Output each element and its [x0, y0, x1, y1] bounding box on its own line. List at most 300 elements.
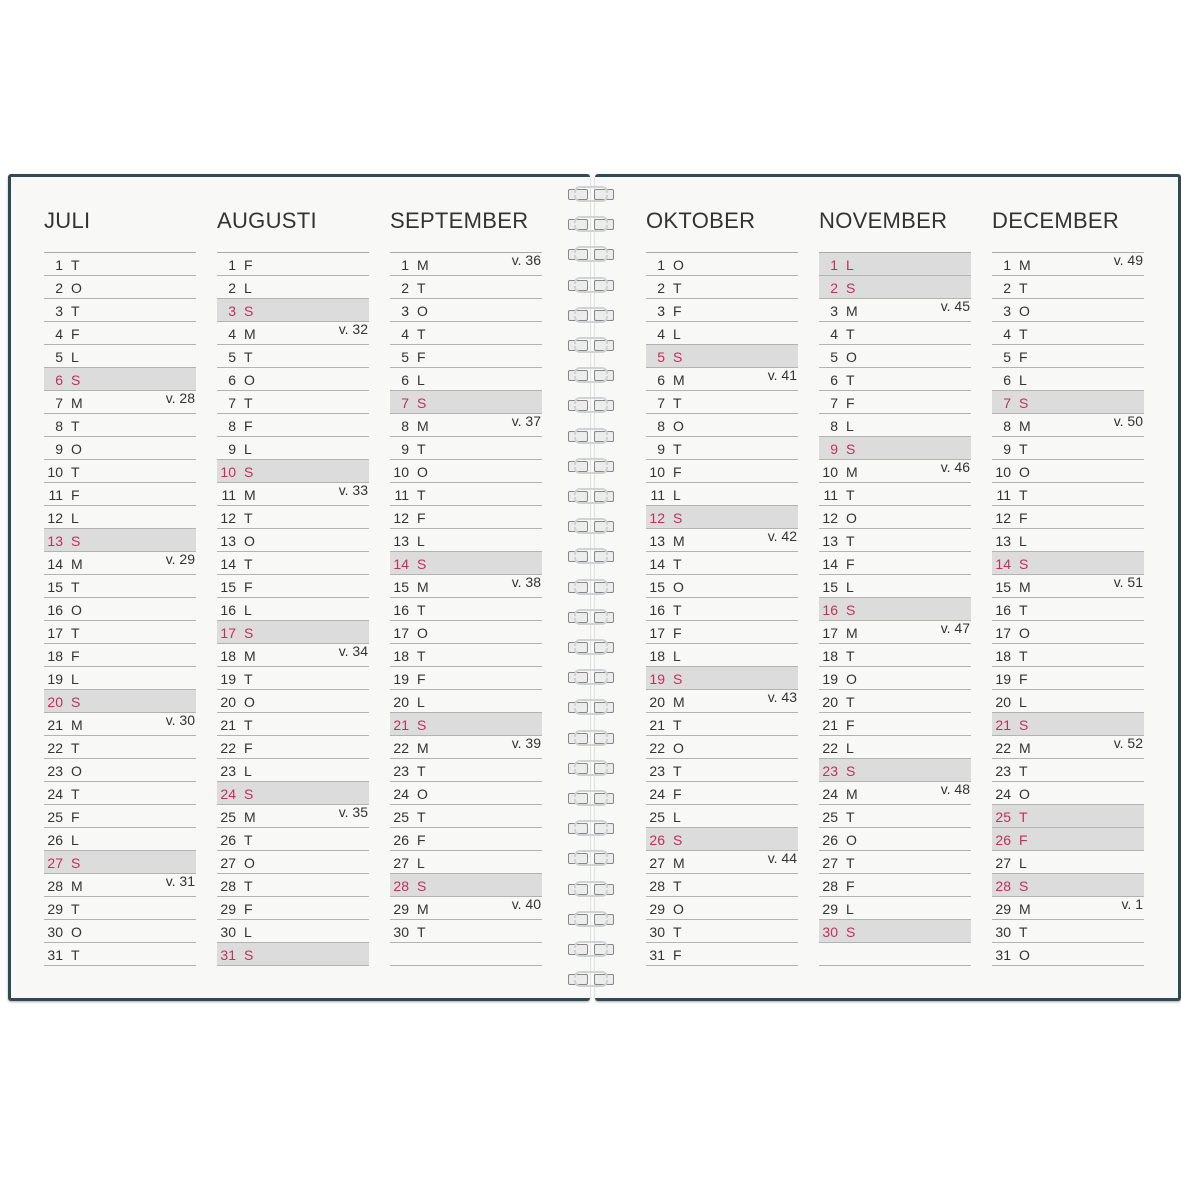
day-number: 2 — [55, 280, 63, 296]
day-row — [390, 483, 542, 506]
weekday-letter: F — [71, 326, 80, 342]
weekday-letter: T — [673, 717, 682, 733]
weekday-letter: O — [1019, 625, 1030, 641]
week-number: v. 48 — [940, 781, 970, 797]
day-number: 4 — [228, 326, 236, 342]
day-number: 19 — [649, 671, 665, 687]
day-row — [646, 391, 798, 414]
day-number: 24 — [220, 786, 236, 802]
spiral-ring — [566, 307, 614, 321]
day-number: 6 — [830, 372, 838, 388]
day-row — [819, 529, 971, 552]
day-row — [819, 506, 971, 529]
day-row — [390, 322, 542, 345]
day-number: 1 — [657, 257, 665, 273]
weekday-letter: F — [417, 671, 426, 687]
weekday-letter: S — [846, 763, 856, 779]
day-number: 10 — [220, 464, 236, 480]
day-number: 10 — [995, 464, 1011, 480]
weekday-letter: T — [71, 947, 80, 963]
weekday-letter: S — [1019, 878, 1029, 894]
day-number: 13 — [220, 533, 236, 549]
day-number: 7 — [657, 395, 665, 411]
day-number: 16 — [995, 602, 1011, 618]
spiral-ring — [566, 730, 614, 744]
day-row — [217, 920, 369, 943]
day-row — [992, 345, 1144, 368]
day-number: 28 — [995, 878, 1011, 894]
day-row — [217, 943, 369, 966]
spiral-ring — [566, 669, 614, 683]
weekday-letter: F — [417, 349, 426, 365]
spiral-ring — [566, 518, 614, 532]
day-number: 11 — [650, 487, 665, 503]
day-number: 10 — [822, 464, 838, 480]
day-number: 14 — [995, 556, 1011, 572]
day-number: 3 — [1003, 303, 1011, 319]
weekday-letter: T — [846, 809, 855, 825]
weekday-letter: S — [846, 602, 856, 618]
day-row — [992, 391, 1144, 414]
day-row — [217, 621, 369, 644]
day-row — [44, 667, 196, 690]
week-number: v. 51 — [1113, 574, 1143, 590]
day-number: 13 — [47, 533, 63, 549]
weekday-letter: M — [1019, 901, 1031, 917]
day-list — [646, 252, 798, 966]
weekday-letter: O — [71, 924, 82, 940]
day-number: 2 — [830, 280, 838, 296]
day-row — [992, 368, 1144, 391]
day-row — [819, 598, 971, 621]
weekday-letter: F — [673, 303, 682, 319]
weekday-letter: L — [417, 694, 425, 710]
weekday-letter: M — [1019, 257, 1031, 273]
weekday-letter: O — [417, 464, 428, 480]
day-row — [44, 575, 196, 598]
day-row — [44, 276, 196, 299]
weekday-letter: M — [417, 740, 429, 756]
day-number: 8 — [401, 418, 409, 434]
week-number: v. 35 — [338, 804, 368, 820]
weekday-letter: T — [244, 671, 253, 687]
weekday-letter: T — [244, 556, 253, 572]
weekday-letter: T — [244, 717, 253, 733]
day-number: 24 — [822, 786, 838, 802]
day-number: 7 — [401, 395, 409, 411]
day-row — [44, 368, 196, 391]
day-list — [217, 252, 369, 966]
day-number: 17 — [822, 625, 838, 641]
day-row — [390, 621, 542, 644]
day-row — [646, 322, 798, 345]
weekday-letter: O — [673, 740, 684, 756]
day-number: 5 — [830, 349, 838, 365]
day-number: 11 — [823, 487, 838, 503]
day-row — [390, 437, 542, 460]
day-row — [44, 805, 196, 828]
day-row — [217, 759, 369, 782]
day-row — [819, 667, 971, 690]
day-list — [992, 252, 1144, 966]
spiral-ring — [566, 911, 614, 925]
weekday-letter: M — [244, 648, 256, 664]
weekday-letter: T — [673, 556, 682, 572]
weekday-letter: F — [673, 625, 682, 641]
day-number: 6 — [657, 372, 665, 388]
weekday-letter: T — [846, 533, 855, 549]
day-number: 13 — [995, 533, 1011, 549]
day-number: 18 — [47, 648, 63, 664]
weekday-letter: M — [244, 326, 256, 342]
day-number: 7 — [830, 395, 838, 411]
day-number: 24 — [393, 786, 409, 802]
day-row — [44, 943, 196, 966]
day-number: 17 — [220, 625, 236, 641]
weekday-letter: T — [71, 901, 80, 917]
day-number: 25 — [649, 809, 665, 825]
day-row — [646, 713, 798, 736]
day-row — [819, 322, 971, 345]
day-row — [819, 368, 971, 391]
day-number: 8 — [830, 418, 838, 434]
day-row — [44, 598, 196, 621]
day-row — [646, 414, 798, 437]
weekday-letter: T — [417, 763, 426, 779]
day-row — [217, 391, 369, 414]
weekday-letter: F — [1019, 349, 1028, 365]
day-row — [992, 483, 1144, 506]
day-row — [992, 529, 1144, 552]
day-row — [217, 529, 369, 552]
day-number: 14 — [822, 556, 838, 572]
weekday-letter: O — [1019, 303, 1030, 319]
day-number: 14 — [393, 556, 409, 572]
weekday-letter: M — [71, 556, 83, 572]
day-row — [390, 713, 542, 736]
weekday-letter: M — [673, 855, 685, 871]
weekday-letter: T — [846, 855, 855, 871]
month-title: JULI — [44, 208, 91, 233]
weekday-letter: T — [673, 441, 682, 457]
day-number: 23 — [220, 763, 236, 779]
weekday-letter: F — [71, 809, 80, 825]
day-number: 5 — [228, 349, 236, 365]
day-row — [390, 782, 542, 805]
weekday-letter: O — [673, 257, 684, 273]
weekday-letter: O — [71, 602, 82, 618]
day-row — [217, 575, 369, 598]
weekday-letter: L — [673, 487, 681, 503]
day-row — [819, 897, 971, 920]
weekday-letter: T — [244, 510, 253, 526]
day-number: 5 — [1003, 349, 1011, 365]
week-number: v. 39 — [511, 735, 541, 751]
weekday-letter: F — [1019, 510, 1028, 526]
weekday-letter: O — [846, 510, 857, 526]
day-number: 27 — [822, 855, 838, 871]
weekday-letter: T — [417, 326, 426, 342]
day-row — [646, 759, 798, 782]
weekday-letter: S — [1019, 717, 1029, 733]
weekday-letter: T — [71, 786, 80, 802]
day-row — [646, 253, 798, 276]
day-number: 26 — [47, 832, 63, 848]
day-number: 15 — [220, 579, 236, 595]
day-number: 11 — [48, 487, 63, 503]
day-number: 3 — [55, 303, 63, 319]
day-number: 31 — [995, 947, 1011, 963]
day-row — [646, 690, 798, 713]
day-number: 9 — [401, 441, 409, 457]
day-row — [992, 598, 1144, 621]
weekday-letter: T — [417, 924, 426, 940]
right-cover — [595, 174, 1181, 1001]
day-number: 19 — [220, 671, 236, 687]
day-row — [44, 253, 196, 276]
day-number: 21 — [649, 717, 665, 733]
day-row — [390, 874, 542, 897]
day-row — [819, 460, 971, 483]
day-row — [646, 529, 798, 552]
day-row — [646, 644, 798, 667]
day-row — [992, 506, 1144, 529]
weekday-letter: L — [846, 418, 854, 434]
day-row — [646, 506, 798, 529]
day-row — [992, 644, 1144, 667]
weekday-letter: M — [673, 694, 685, 710]
day-number: 29 — [220, 901, 236, 917]
day-row — [44, 506, 196, 529]
day-row — [646, 782, 798, 805]
day-number: 11 — [394, 487, 409, 503]
weekday-letter: S — [71, 372, 81, 388]
weekday-letter: L — [846, 257, 854, 273]
day-row — [992, 920, 1144, 943]
day-number: 11 — [221, 487, 236, 503]
day-row — [390, 552, 542, 575]
day-row — [646, 828, 798, 851]
day-row — [819, 483, 971, 506]
day-number: 11 — [996, 487, 1011, 503]
day-number: 2 — [1003, 280, 1011, 296]
weekday-letter: S — [1019, 556, 1029, 572]
weekday-letter: F — [244, 740, 253, 756]
spiral-ring — [566, 699, 614, 713]
day-number: 30 — [47, 924, 63, 940]
day-number: 23 — [822, 763, 838, 779]
day-row — [44, 759, 196, 782]
day-number: 14 — [220, 556, 236, 572]
day-row — [217, 506, 369, 529]
day-row — [390, 529, 542, 552]
day-number: 20 — [47, 694, 63, 710]
weekday-letter: S — [244, 464, 254, 480]
weekday-letter: S — [673, 510, 683, 526]
week-number: v. 30 — [165, 712, 195, 728]
day-number: 30 — [220, 924, 236, 940]
day-row — [390, 851, 542, 874]
day-number: 14 — [649, 556, 665, 572]
day-row — [217, 299, 369, 322]
week-number: v. 41 — [767, 367, 797, 383]
day-row — [992, 943, 1144, 966]
day-row — [44, 851, 196, 874]
spiral-ring — [566, 458, 614, 472]
day-number: 28 — [220, 878, 236, 894]
week-number: v. 36 — [511, 252, 541, 268]
day-row — [44, 299, 196, 322]
day-number: 17 — [47, 625, 63, 641]
spiral-ring — [566, 367, 614, 381]
weekday-letter: T — [1019, 441, 1028, 457]
day-row — [217, 805, 369, 828]
weekday-letter: O — [244, 855, 255, 871]
day-row — [390, 276, 542, 299]
day-number: 28 — [47, 878, 63, 894]
day-number: 27 — [649, 855, 665, 871]
day-number: 6 — [228, 372, 236, 388]
weekday-letter: M — [417, 257, 429, 273]
weekday-letter: T — [417, 441, 426, 457]
day-number: 4 — [830, 326, 838, 342]
day-row — [217, 345, 369, 368]
weekday-letter: L — [71, 671, 79, 687]
day-number: 26 — [822, 832, 838, 848]
day-row — [992, 322, 1144, 345]
day-number: 30 — [649, 924, 665, 940]
weekday-letter: L — [1019, 533, 1027, 549]
weekday-letter: S — [417, 395, 427, 411]
weekday-letter: L — [673, 326, 681, 342]
day-row — [646, 437, 798, 460]
spiral-ring — [566, 941, 614, 955]
weekday-letter: T — [846, 487, 855, 503]
weekday-letter: T — [71, 740, 80, 756]
day-row — [819, 644, 971, 667]
day-number: 7 — [1003, 395, 1011, 411]
day-number: 19 — [822, 671, 838, 687]
week-number: v. 49 — [1113, 252, 1143, 268]
day-row — [819, 414, 971, 437]
day-number: 30 — [822, 924, 838, 940]
day-row — [819, 345, 971, 368]
day-row — [646, 667, 798, 690]
day-number: 7 — [228, 395, 236, 411]
weekday-letter: O — [71, 280, 82, 296]
day-number: 24 — [995, 786, 1011, 802]
month-title: AUGUSTI — [217, 208, 317, 233]
week-number: v. 32 — [338, 321, 368, 337]
day-number: 23 — [649, 763, 665, 779]
day-number: 4 — [401, 326, 409, 342]
day-number: 6 — [401, 372, 409, 388]
day-number: 17 — [393, 625, 409, 641]
day-row — [44, 897, 196, 920]
right-page — [595, 177, 1178, 998]
day-row — [819, 713, 971, 736]
week-number: v. 47 — [940, 620, 970, 636]
weekday-letter: S — [417, 878, 427, 894]
day-number: 4 — [657, 326, 665, 342]
weekday-letter: O — [846, 671, 857, 687]
day-number: 16 — [822, 602, 838, 618]
day-row — [819, 575, 971, 598]
day-row — [217, 368, 369, 391]
day-number: 15 — [822, 579, 838, 595]
weekday-letter: T — [1019, 809, 1028, 825]
day-row — [992, 460, 1144, 483]
week-number: v. 34 — [338, 643, 368, 659]
weekday-letter: L — [417, 372, 425, 388]
weekday-letter: L — [1019, 694, 1027, 710]
weekday-letter: L — [244, 602, 252, 618]
weekday-letter: T — [673, 924, 682, 940]
weekday-letter: M — [71, 395, 83, 411]
week-number: v. 45 — [940, 298, 970, 314]
day-row — [992, 437, 1144, 460]
day-number: 17 — [995, 625, 1011, 641]
day-number: 10 — [649, 464, 665, 480]
day-row — [44, 414, 196, 437]
day-number: 22 — [220, 740, 236, 756]
weekday-letter: O — [1019, 464, 1030, 480]
day-row — [390, 299, 542, 322]
day-row — [390, 414, 542, 437]
weekday-letter: T — [71, 303, 80, 319]
day-number: 31 — [47, 947, 63, 963]
weekday-letter: T — [244, 878, 253, 894]
day-row — [217, 690, 369, 713]
weekday-letter: T — [244, 395, 253, 411]
day-number: 9 — [1003, 441, 1011, 457]
weekday-letter: S — [244, 947, 254, 963]
day-number: 24 — [649, 786, 665, 802]
weekday-letter: T — [1019, 763, 1028, 779]
weekday-letter: L — [244, 763, 252, 779]
weekday-letter: O — [673, 901, 684, 917]
day-number: 22 — [47, 740, 63, 756]
weekday-letter: L — [71, 510, 79, 526]
day-row — [44, 483, 196, 506]
week-number: v. 50 — [1113, 413, 1143, 429]
weekday-letter: T — [846, 694, 855, 710]
weekday-letter: M — [417, 418, 429, 434]
weekday-letter: S — [1019, 395, 1029, 411]
weekday-letter: M — [71, 878, 83, 894]
day-number: 15 — [995, 579, 1011, 595]
weekday-letter: O — [244, 533, 255, 549]
day-row — [390, 920, 542, 943]
day-row — [217, 276, 369, 299]
day-number: 29 — [649, 901, 665, 917]
day-row — [44, 690, 196, 713]
day-number: 13 — [822, 533, 838, 549]
week-number: v. 29 — [165, 551, 195, 567]
day-number: 20 — [995, 694, 1011, 710]
week-number: v. 31 — [165, 873, 195, 889]
day-number: 14 — [47, 556, 63, 572]
day-row — [217, 598, 369, 621]
day-row — [819, 690, 971, 713]
weekday-letter: O — [673, 418, 684, 434]
weekday-letter: F — [846, 395, 855, 411]
weekday-letter: F — [673, 464, 682, 480]
day-number: 30 — [393, 924, 409, 940]
day-number: 29 — [995, 901, 1011, 917]
weekday-letter: L — [244, 924, 252, 940]
day-number: 17 — [649, 625, 665, 641]
